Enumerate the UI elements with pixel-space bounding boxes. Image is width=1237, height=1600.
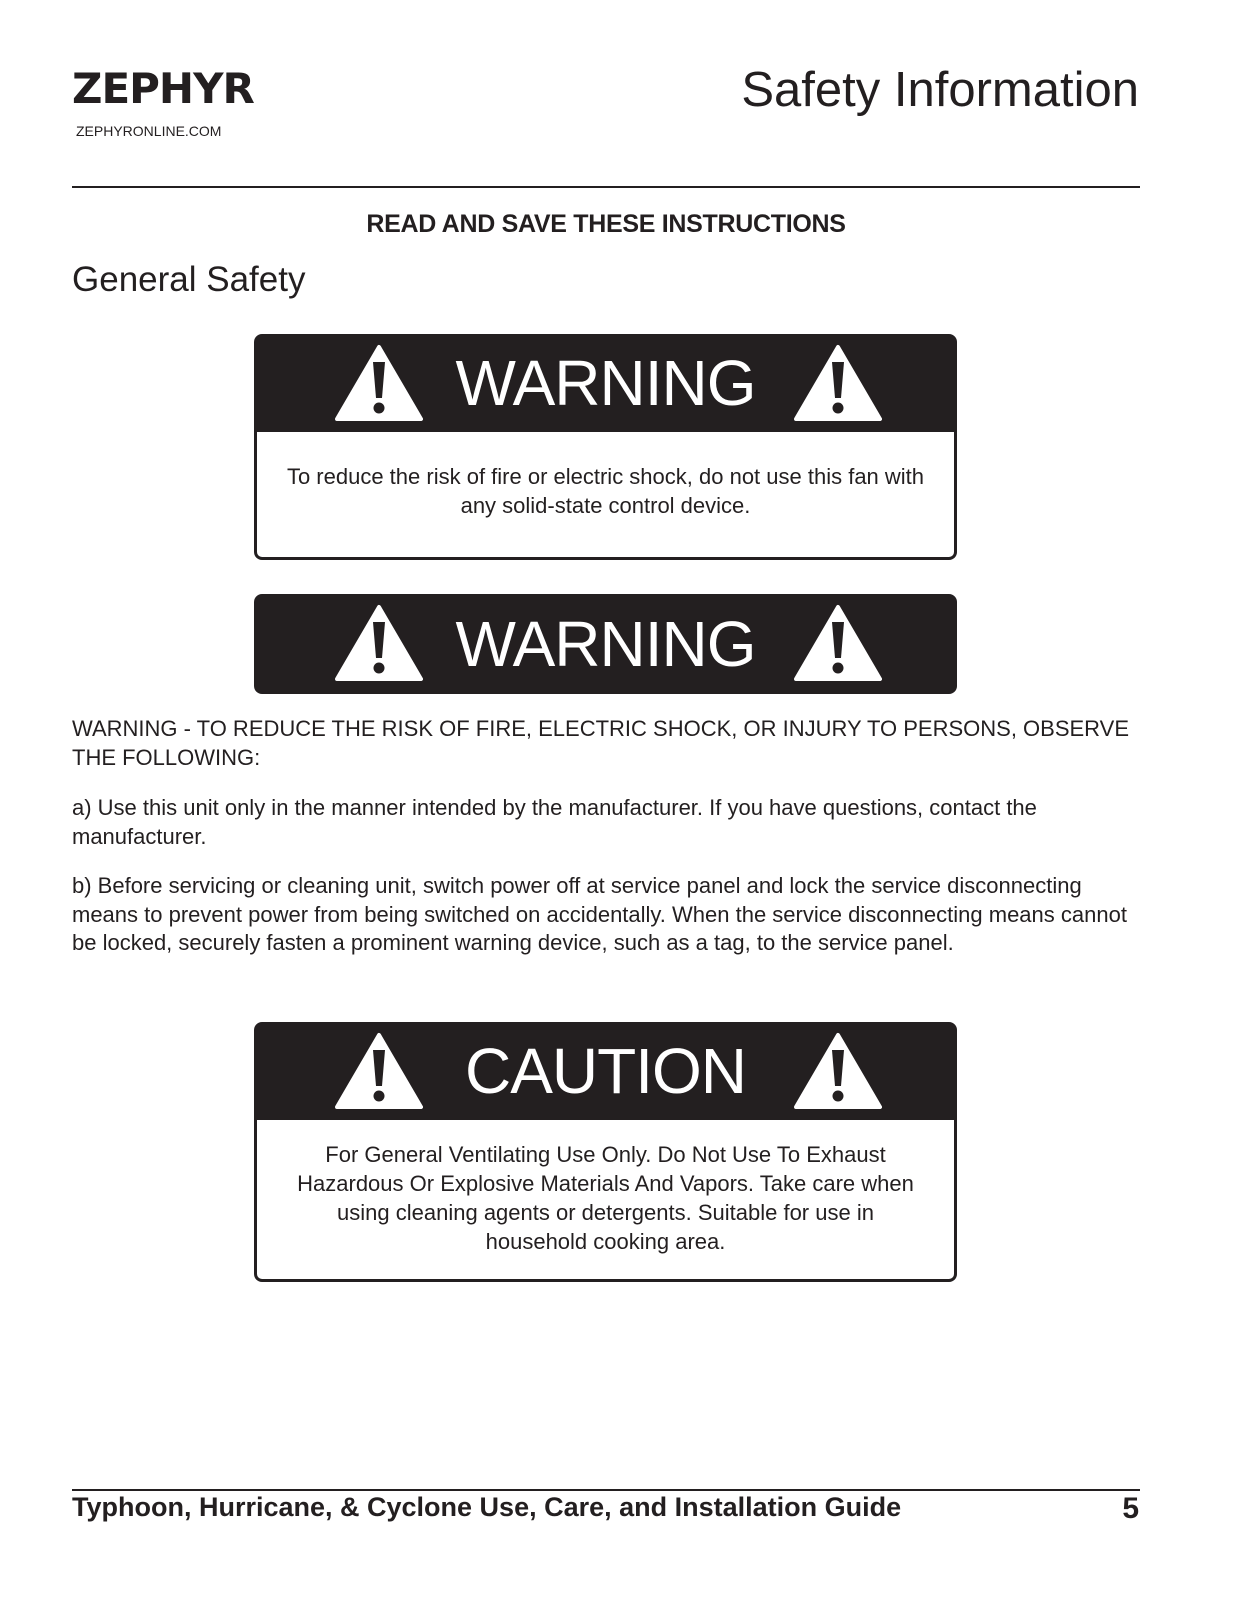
warning-triangle-icon — [794, 604, 882, 682]
page-title: Safety Information — [741, 63, 1139, 117]
sign-word: WARNING — [455, 608, 756, 680]
footer-divider — [72, 1489, 1140, 1491]
website-url: ZEPHYRONLINE.COM — [76, 123, 222, 139]
warning-paragraph: WARNING - TO REDUCE THE RISK OF FIRE, ELECTRIC SHOCK, OR INJURY TO PERSONS, OBSERVE THE FOLLOWING: — [72, 716, 1130, 770]
read-save-heading: READ AND SAVE THESE INSTRUCTIONS — [366, 210, 846, 238]
warning-triangle-icon — [794, 344, 882, 422]
caution-sign — [254, 1022, 957, 1282]
sign-word: CAUTION — [465, 1035, 746, 1107]
header-divider — [72, 186, 1140, 188]
sign-body: To reduce the risk of fire or electric shock, do not use this fan with any solid-state control device. — [254, 432, 957, 560]
warning-triangle-icon — [794, 1032, 882, 1110]
sign-word: WARNING — [455, 347, 756, 419]
instruction-b: b) Before servicing or cleaning unit, switch power off at service panel and lock the service disconnecting means to prevent power from being switched on accidentally. When the service disconnecting means cannot be locked, securely fasten a prominent warning device, such as a tag, to the service panel. — [72, 873, 1127, 955]
section-title: General Safety — [72, 260, 306, 299]
page-number: 5 — [1122, 1492, 1139, 1525]
sign-header — [254, 1022, 957, 1120]
footer-title: Typhoon, Hurricane, & Cyclone Use, Care, and Installation Guide — [72, 1492, 902, 1522]
sign-header — [254, 594, 957, 694]
instruction-a: a) Use this unit only in the manner intended by the manufacturer. If you have questions, contact the manufacturer. — [72, 795, 1037, 849]
sign-header — [254, 334, 957, 432]
warning-sign-2 — [254, 594, 957, 694]
brand-logo: ZEPHYR — [72, 64, 254, 113]
warning-sign-1 — [254, 334, 957, 560]
sign-body: For General Ventilating Use Only. Do Not Use To Exhaust Hazardous Or Explosive Materials And Vapors. Take care when using cleaning agents or detergents. Suitable for use in household cooking area. — [254, 1120, 957, 1282]
